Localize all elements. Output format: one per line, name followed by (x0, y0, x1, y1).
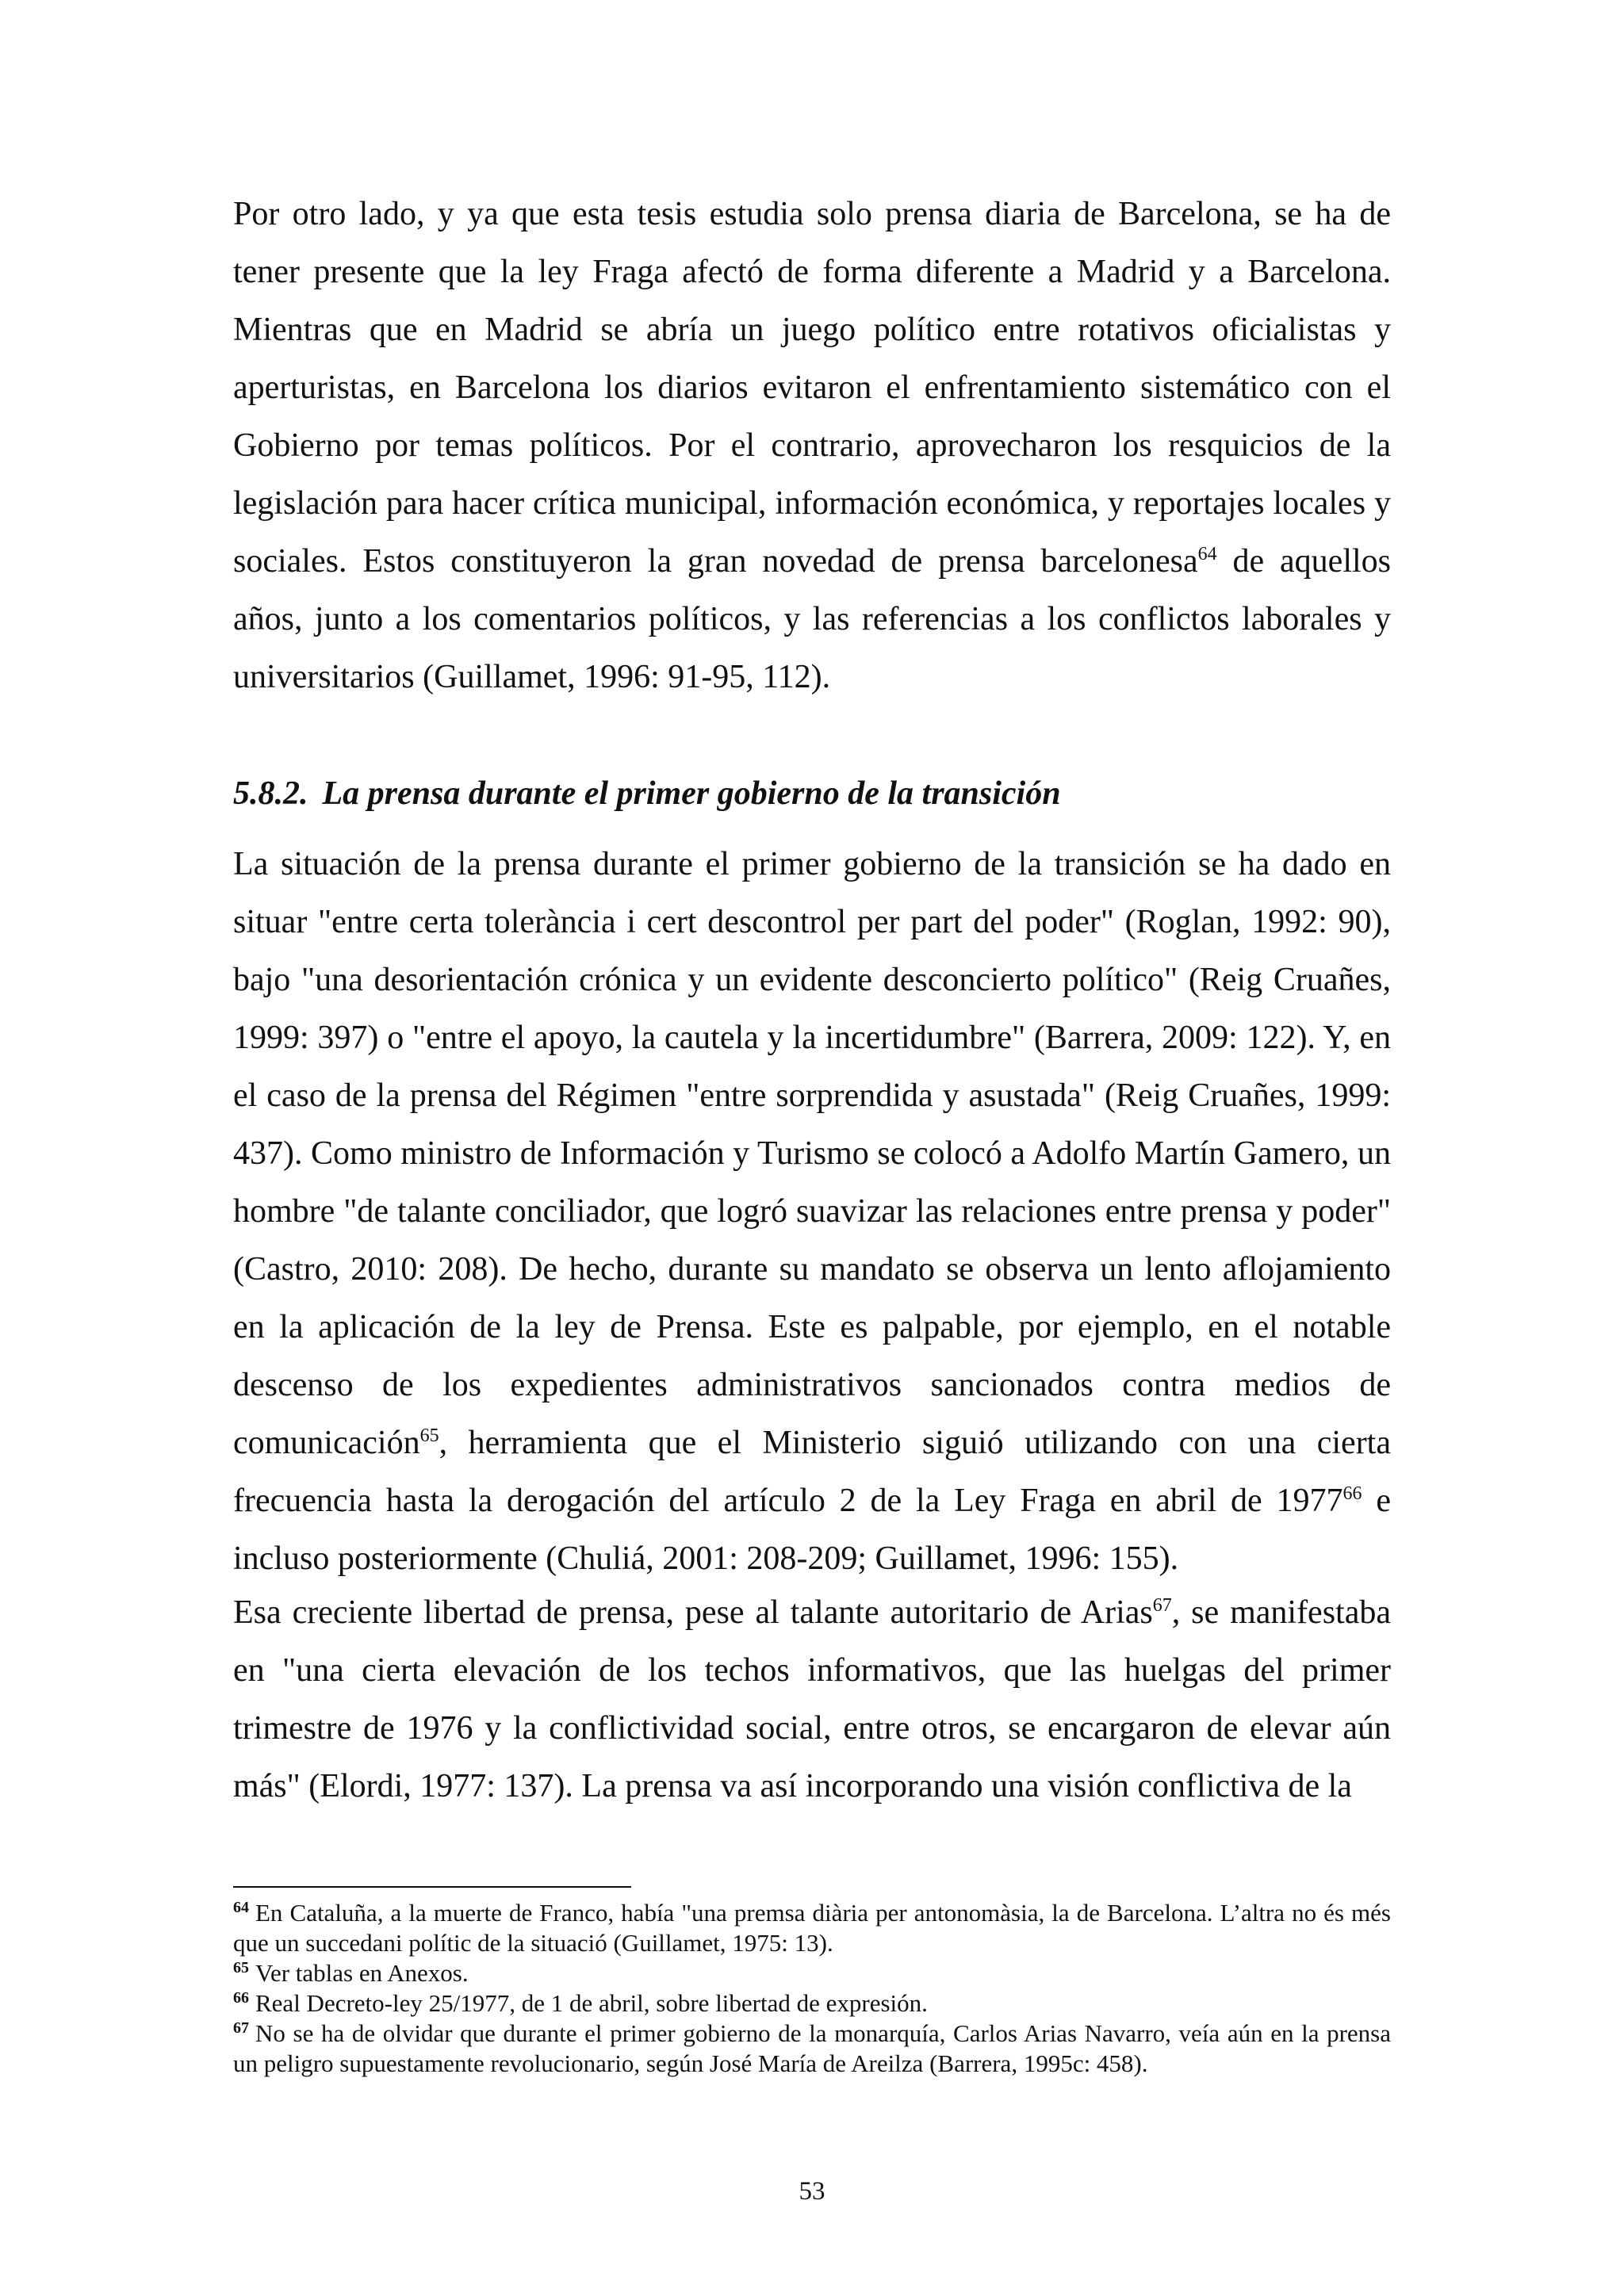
body-paragraph (233, 186, 1391, 706)
footnote (233, 1898, 1391, 1958)
footnote (233, 1988, 1391, 2019)
footnote-number: 65 (233, 1958, 249, 1976)
paragraph-text: Esa creciente libertad de prensa, pese al talante autoritario de Arias (233, 1594, 1153, 1631)
section-title: La prensa durante el primer gobierno de la transición (322, 775, 1061, 812)
footnotes-section (233, 1898, 1391, 2079)
footnote-text: En Cataluña, a la muerte de Franco, había "una premsa diària per antonomàsia, la de Barcelona. L’altra no és més que un succedani polític de la situació (Guillamet, 1975: 13). (233, 1899, 1391, 1957)
footnote-separator (233, 1886, 631, 1888)
footnote-number: 64 (233, 1898, 249, 1916)
footnote-reference[interactable]: 64 (1197, 544, 1217, 564)
footnote-text: No se ha de olvidar que durante el primer gobierno de la monarquía, Carlos Arias Navarro, veía aún en la prensa un peligro supuestamente revolucionario, según José María de Areilza (Barrera, 1995c: 458). (233, 2019, 1391, 2077)
footnote (233, 2019, 1391, 2079)
footnote-reference[interactable]: 67 (1152, 1595, 1172, 1616)
paragraph-text: , herramienta que el Ministerio siguió utilizando con una cierta frecuencia hasta la derogación del artículo 2 de la Ley Fraga en abril de 1977 (233, 1425, 1391, 1519)
footnote-reference[interactable]: 66 (1342, 1483, 1362, 1504)
paragraph-text: La situación de la prensa durante el primer gobierno de la transición se ha dado en situar "entre certa tolerància i cert descontrol per part del poder" (Roglan, 1992: 90), bajo "una desorientación crónica y un evidente desconcierto político" (Reig Cruañes, 1999: 397) o "entre el apoyo, la cautela y la incertidumbre" (Barrera, 2009: 122). Y, en el caso de la prensa del Régimen "entre sorprendida y asustada" (Reig Cruañes, 1999: 437). Como ministro de Información y Turismo se colocó a Adolfo Martín Gamero, un hombre "de talante conciliador, que logró suavizar las relaciones entre prensa y poder" (Castro, 2010: 208). De hecho, durante su mandato se observa un lento aflojamiento en la aplicación de la ley de Prensa. Este es palpable, por ejemplo, en el notable descenso de los expedientes administrativos sancionados contra medios de comunicación (233, 846, 1391, 1461)
footnote-text: Ver tablas en Anexos. (255, 1959, 469, 1987)
document-page (233, 0, 1391, 2296)
paragraph-text: de aquellos años, junto a los comentarios políticos, y las referencias a los conflictos laborales y universitarios (Guillamet, 1996: 91-95, 112). (233, 543, 1392, 695)
footnote-number: 66 (233, 1988, 249, 2007)
footnote-text: Real Decreto-ley 25/1977, de 1 de abril, sobre libertad de expresión. (255, 1989, 928, 2017)
footnote (233, 1958, 1391, 1988)
footnote-number: 67 (233, 2019, 249, 2037)
body-paragraph (233, 1584, 1391, 1816)
section-number: 5.8.2. (233, 775, 308, 812)
footnote-reference[interactable]: 65 (419, 1425, 439, 1446)
paragraph-text: , se manifestaba en "una cierta elevación de los techos informativos, que las huelgas del primer trimestre de 1976 y la conflictividad social, entre otros, se encargaron de elevar aún más" (Elordi, 1977: 137). La prensa va así incorporando una visión conflictiva de la (233, 1594, 1391, 1804)
section-heading (233, 765, 1061, 823)
paragraph-text: Por otro lado, y ya que esta tesis estudia solo prensa diaria de Barcelona, se ha de tener presente que la ley Fraga afectó de forma diferente a Madrid y a Barcelona. Mientras que en Madrid se abría un juego político entre rotativos oficialistas y aperturistas, en Barcelona los diarios evitaron el enfrentamiento sistemático con el Gobierno por temas políticos. Por el contrario, aprovecharon los resquicios de la legislación para hacer crítica municipal, información económica, y reportajes locales y sociales. Estos constituyeron la gran novedad de prensa barcelonesa (233, 196, 1391, 580)
paragraph-text: e incluso posteriormente (Chuliá, 2001: 208-209; Guillamet, 1996: 155). (233, 1483, 1391, 1577)
body-paragraph (233, 836, 1391, 1588)
page-number: 53 (799, 2177, 825, 2206)
